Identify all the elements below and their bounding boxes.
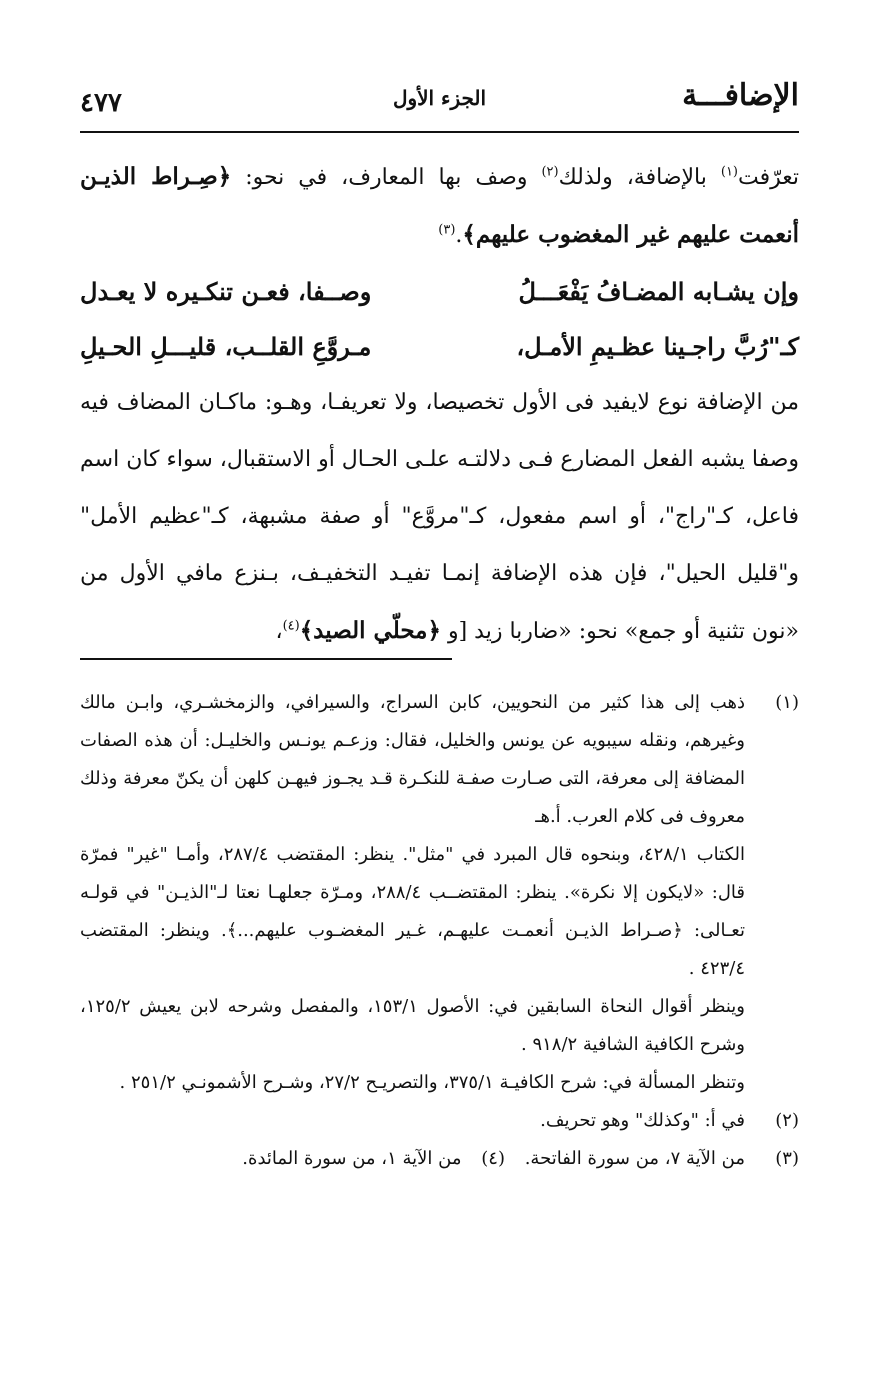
footnote-3-4-line [80, 1140, 799, 1178]
part-title: الجزء الأول [392, 86, 487, 110]
footnote-1-para-1: ذهب إلى هذا كثير من النحويين، كابن السراج، والسيرافي، والزمخشـري، وابـن مالك وغيرهم، ونقله سيبويه عن يونس والخليل، فقال: وزعـم يونـس والخليـل: أن هذه الصفات المضافة إلى معرفة، التى صـارت صفـة للنكـرة قـد يجـوز فيهـن كلهن أن يكنّ معرفة وذلك معروف فى كلام العرب. أ.هـ [80, 692, 745, 827]
footnote-1-para-3: وينظر أقوال النحاة السابقين في: الأصول ١٥٣/١، والمفصل وشرحه لابن يعيش ١٢٥/٢، وشرح الكافية الشافية ٩١٨/٢ . [80, 996, 745, 1055]
page-header [80, 74, 799, 126]
footnote-1-number: (١) [775, 692, 799, 713]
footnote-rule [80, 658, 452, 660]
footnote-3-text: من الآية ٧، من سورة الفاتحة. [524, 1148, 745, 1169]
footnote-2-number: (٢) [775, 1110, 799, 1131]
header-rule [80, 131, 799, 133]
intro-paragraph [80, 148, 799, 264]
verse-2-left-hemistich: مـروَّعِ القلــب، قليـــلِ الحـيلِ [80, 332, 372, 361]
intro-text-2: بالإضافة، ولذلك [558, 165, 721, 190]
footnote-2-text: في أ: "وكذلك" وهو تحريف. [540, 1110, 745, 1131]
intro-text-3: وصف بها المعارف، في نحو: [231, 165, 542, 190]
footnote-1 [80, 684, 799, 1102]
verse-1-right-hemistich: وإن يشـابه المضـافُ يَفْعَـــلُ [518, 277, 799, 306]
footnote-marker-4: (٤) [282, 618, 300, 634]
footnote-2 [80, 1102, 799, 1140]
quran-quote-fatiha: ﴿صِـراط الذيـن أنعمت عليهم غير المغضوب عليهم﴾ [80, 163, 799, 248]
footnote-4-text: من الآية ١، من سورة المائدة. [242, 1148, 462, 1169]
page-number: ٤٧٧ [80, 88, 122, 118]
footnote-3-number: (٣) [775, 1148, 799, 1169]
chapter-title: الإضافـــة [682, 78, 799, 113]
intro-end: . [455, 223, 463, 248]
verse-1-left-hemistich: وصــفا، فعـن تنكـيره لا يعـدل [80, 277, 372, 306]
explanation-text: من الإضافة نوع لايفيد فى الأول تخصيصا، ولا تعريفـا، وهـو: ماكـان المضاف فيه وصفا يشبه الفعل المضارع فـى دلالتـه علـى الحـال أو الاستقبال، سواء كان اسم فاعل، كـ"راج"، أو اسم مفعول، كـ"مروَّع" أو صفة مشبهة، كـ"عظيم الأمل" و"قليل الحيل"، فإن هذه الإضافة إنمـا تفيـد التخفيـف، بـنزع مافي الأول من «نون تثنية أو جمع» نحو: «ضاربا زيد [و [80, 390, 799, 644]
explanation-paragraph [80, 374, 799, 660]
footnote-marker-3: (٣) [438, 222, 456, 238]
verse-line-2 [80, 319, 799, 374]
footnote-4-number: (٤) [481, 1148, 505, 1169]
verse-line-1 [80, 264, 799, 319]
quran-quote-maida: ﴿محلّي الصيد﴾ [299, 617, 441, 644]
footnotes [80, 684, 799, 1178]
footnote-marker-1: (١) [720, 164, 738, 180]
footnote-marker-2: (٢) [541, 164, 559, 180]
intro-text-1: تعرّفت [738, 165, 799, 190]
footnote-1-para-4: وتنظر المسألة في: شرح الكافيـة ٣٧٥/١، والتصريـح ٢٧/٢، وشـرح الأشمونـي ٢٥١/٢ . [119, 1072, 745, 1093]
footnote-1-para-2: الكتاب ٤٢٨/١، وبنحوه قال المبرد في "مثل". ينظر: المقتضب ٢٨٧/٤، وأمـا "غير" فمرّة قال: «لايكون إلا نكرة». ينظر: المقتضــب ٢٨٨/٤، ومـرّة جعلهـا نعتا لـ"الذيـن" في قولـه تعـالى: ﴿صـراط الذيـن أنعمـت عليهـم، غـير المغضـوب عليهم...﴾. وينظر: المقتضب ٤٢٣/٤ . [80, 844, 746, 979]
main-text [80, 148, 799, 660]
verse-2-right-hemistich: كـ"رُبَّ راجـينا عظـيمِ الأمـل، [516, 332, 799, 361]
explanation-end: ، [275, 619, 283, 644]
